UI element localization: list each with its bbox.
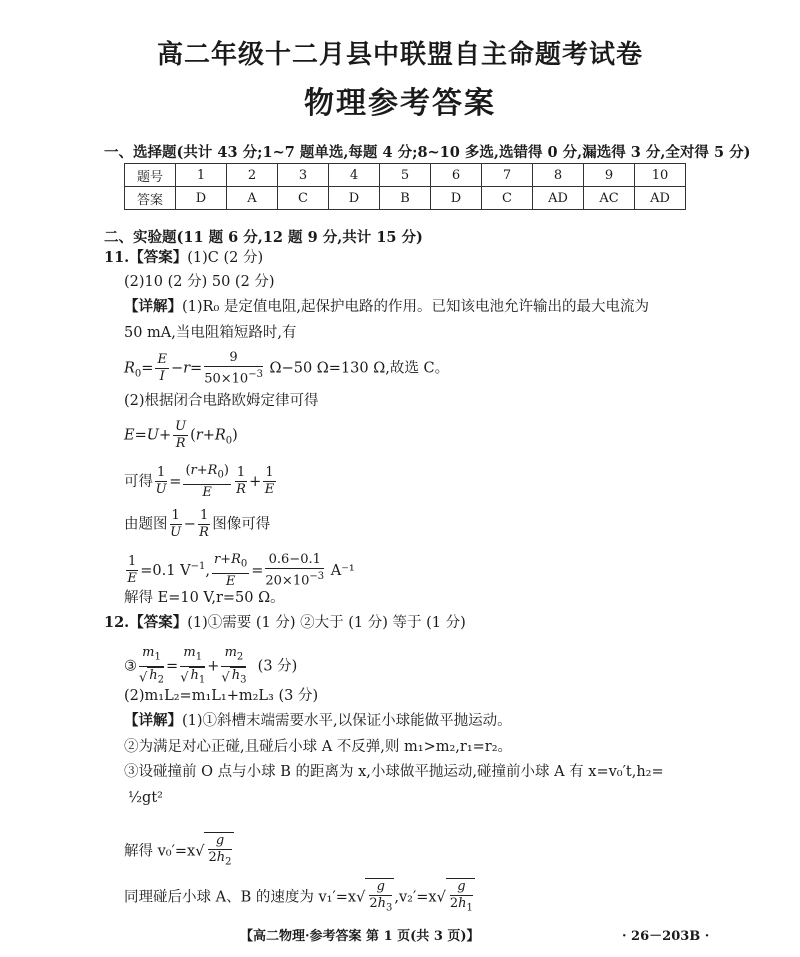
table-cell: 3 xyxy=(278,164,329,187)
q11-equation-4: 由题图 $\frac{1}{U}$ − $\frac{1}{R}$ 图像可得 xyxy=(124,508,271,540)
q12-solve-1: 解得 v₀′=x√ $\frac{g}{2h_2}$ xyxy=(124,832,234,868)
table-row-answers xyxy=(125,187,686,210)
table-cell: AD xyxy=(635,187,686,210)
q11-eq1-result: Ω−50 Ω=130 Ω,故选 C。 xyxy=(269,360,450,377)
table-cell: C xyxy=(278,187,329,210)
q12-answer-line1: (1)①需要 (1 分) ②大于 (1 分) 等于 (1 分) xyxy=(187,615,466,631)
q11-eq4-prefix: 由题图 xyxy=(124,516,168,533)
table-cell: D xyxy=(176,187,227,210)
table-cell: 2 xyxy=(227,164,278,187)
table-cell: D xyxy=(431,187,482,210)
table-cell: 4 xyxy=(329,164,380,187)
q12-solve2-mid: ,v₂′=x xyxy=(394,889,437,906)
table-cell: D xyxy=(329,187,380,210)
q12-answer-line2: ③ $\frac{m_1}{√ h_2}$ = $\frac{m_1}{√ h_1}$ + $\frac{m_2}{√ h_3}$ (3 分) xyxy=(124,645,297,681)
table-cell: AD xyxy=(533,187,584,210)
q12-detail-text1: (1)①斜槽末端需要水平,以保证小球能做平抛运动。 xyxy=(182,713,512,729)
q11-answer-line1: (1)C (2 分) xyxy=(187,250,264,266)
section2-heading: 二、实验题(11 题 6 分,12 题 9 分,共计 15 分) xyxy=(104,229,423,246)
q11-eq5-unit: A⁻¹ xyxy=(330,562,355,579)
section1-heading: 一、选择题(共计 43 分;1~7 题单选,每题 4 分;8~10 多选,选错得 0 分,漏选得 3 分,全对得 5 分) xyxy=(104,144,751,161)
q11-answer xyxy=(104,248,263,268)
table-cell: B xyxy=(380,187,431,210)
table-cell: 10 xyxy=(635,164,686,187)
q11-detail-text1: (1)R₀ 是定值电阻,起保护电路的作用。已知该电池允许输出的最大电流为 xyxy=(182,299,649,315)
table-cell: 8 xyxy=(533,164,584,187)
q11-detail-line2: 50 mA,当电阻箱短路时,有 xyxy=(124,325,297,341)
q11-answer-label: 11.【答案】 xyxy=(104,249,188,266)
table-row-numbers xyxy=(125,164,686,187)
q11-equation-5: $\frac{1}{E}$ =0.1 $V^{-1}$, $\frac{r+R_0}{E}$ = $\frac{0.6-0.1}{20\times 10^{-3}}$ A⁻¹ xyxy=(127,552,355,589)
q12-answer-label: 12.【答案】 xyxy=(104,614,188,631)
q11-result: 解得 E=10 V,r=50 Ω。 xyxy=(124,590,285,606)
table-cell: 9 xyxy=(584,164,635,187)
q11-equation-1: $R_0=$ $\frac{E}{I}$ −r= $\frac{9}{50\times 10^{-3}}$ Ω−50 Ω=130 Ω,故选 C。 xyxy=(124,350,450,387)
q11-equation-2: E=U+ $\frac{U}{R}$ $(r+R_0)$ xyxy=(124,419,238,451)
exam-subtitle: 物理参考答案 xyxy=(304,86,496,121)
q12-detail-line3: ③设碰撞前 O 点与小球 B 的距离为 x,小球做平抛运动,碰撞前小球 A 有 x=v₀′t,h₂= xyxy=(124,764,664,780)
q12-detail-label: 【详解】 xyxy=(124,712,182,729)
table-cell: 6 xyxy=(431,164,482,187)
q12-solve1-prefix: 解得 v₀′=x xyxy=(124,843,196,860)
q12-solve-2: 同理碰后小球 A、B 的速度为 v₁′=x√ $\frac{g}{2h_3}$ ,v₂′=x√ $\frac{g}{2h_1}$ xyxy=(124,878,475,914)
q12-answer xyxy=(104,613,466,633)
page-code: · 26－203B · xyxy=(622,929,710,944)
q12-detail-line1 xyxy=(124,711,512,731)
table-cell: 5 xyxy=(380,164,431,187)
q12-solve2-prefix: 同理碰后小球 A、B 的速度为 v₁′=x xyxy=(124,889,357,906)
table-header-answer: 答案 xyxy=(125,187,176,210)
table-cell: 1 xyxy=(176,164,227,187)
q12-answer-line3: (2)m₁L₂=m₁L₁+m₂L₃ (3 分) xyxy=(124,688,319,704)
q11-part2: (2)根据闭合电路欧姆定律可得 xyxy=(124,393,319,409)
table-cell: AC xyxy=(584,187,635,210)
table-header-number: 题号 xyxy=(125,164,176,187)
q11-equation-3: 可得 $\frac{1}{U}$ = $\frac{(r+R_0)}{E}$ $\frac{1}{R}$ + $\frac{1}{E}$ xyxy=(124,463,275,500)
exam-title: 高二年级十二月县中联盟自主命题考试卷 xyxy=(156,40,643,70)
q11-detail-label: 【详解】 xyxy=(124,298,182,315)
table-cell: A xyxy=(227,187,278,210)
q11-eq4-suffix: 图像可得 xyxy=(212,516,271,533)
q12-detail-line4: ½gt² xyxy=(128,790,163,806)
page-footer: 【高二物理·参考答案 第 1 页(共 3 页)】 xyxy=(240,929,480,944)
q11-answer-line2: (2)10 (2 分) 50 (2 分) xyxy=(124,274,275,290)
q12-detail-line2: ②为满足对心正碰,且碰后小球 A 不反弹,则 m₁>m₂,r₁=r₂。 xyxy=(124,739,513,755)
q12-answer-line2-score: (3 分) xyxy=(257,658,298,675)
table-cell: C xyxy=(482,187,533,210)
table-cell: 7 xyxy=(482,164,533,187)
q11-eq3-prefix: 可得 xyxy=(124,473,153,490)
q11-detail-line1 xyxy=(124,297,649,317)
answer-table xyxy=(124,163,686,210)
